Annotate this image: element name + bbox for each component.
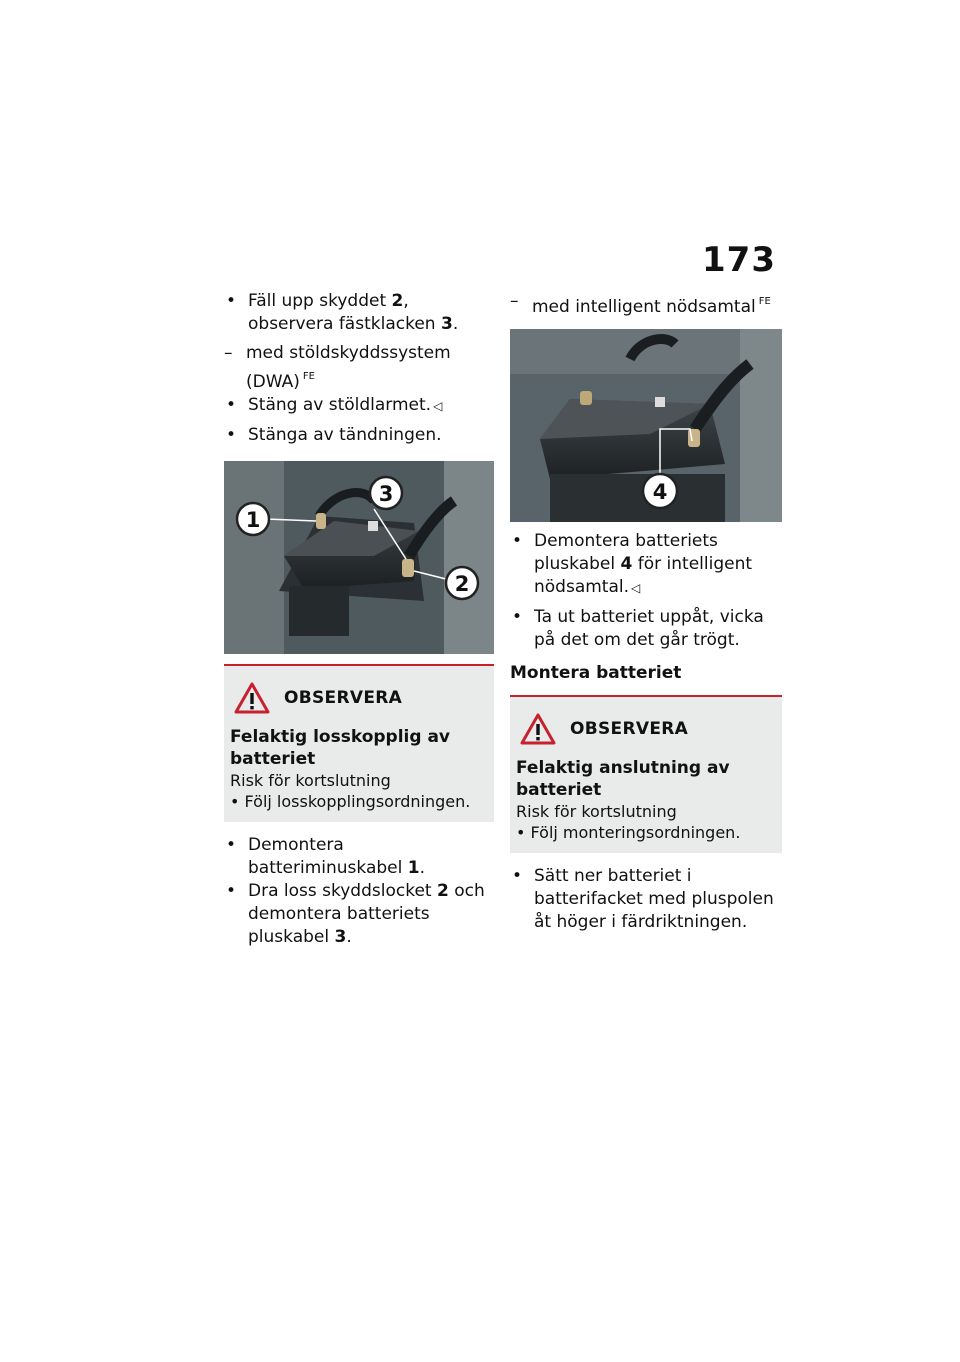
callout-3: 3 [378,482,394,506]
step-remove-emergency-cable: • Demontera batteriets pluskabel 4 för intelligent nödsamtal. ◁ [512,531,753,597]
step-remove-plus-cable: • Dra loss skyddslocket 2 och demontera batteriets pluskabel 3. [226,881,485,947]
step-text: Fäll upp skyddet [248,291,392,311]
step-remove-minus-cable: • Demontera batteriminuskabel 1. [226,835,425,878]
notice-subject: Felaktig anslutning av batteriet [516,758,730,800]
condition-emergency-call: – med intelligent nödsamtal $^{FE}$ [510,291,771,317]
notice-action: • Följ monteringsordningen. [516,823,741,842]
battery-photo-2 [510,329,782,522]
notice-title: OBSERVERA [284,687,403,708]
notice-connect [510,695,782,853]
end-mark-icon: ◁ [631,581,641,595]
battery-photo-1 [224,461,494,654]
callout-2: 2 [454,572,470,596]
section-heading: Montera batteriet [510,663,682,683]
fe-mark: FE [758,296,771,307]
notice-risk: Risk för kortslutning [516,802,677,821]
notice-disconnect [224,664,494,822]
left-column [224,290,494,955]
notice-risk: Risk för kortslutning [230,771,391,790]
fe-mark: FE [302,371,315,382]
warning-triangle-icon [520,713,556,745]
condition-dwa: – med stöldskyddssystem (DWA) $^{FE}$ [224,343,451,392]
step-ignition-off: • Stänga av tändningen. [226,425,442,445]
page-number: 173 [702,240,776,280]
callout-1: 1 [245,508,261,532]
end-mark-icon: ◁ [433,399,443,413]
warning-triangle-icon [234,682,270,714]
callout-4: 4 [652,480,668,504]
notice-subject: Felaktig losskopplig av batteriet [230,727,451,769]
step-fold-up-cover: • Fäll upp skyddet 2, observera fästklacken 3. [226,291,459,334]
right-column [510,290,782,940]
step-insert-battery: • Sätt ner batteriet i batterifacket med pluspolen åt höger i färdriktningen. [512,866,774,932]
step-alarm-off: • Stäng av stöldlarmet. ◁ [226,395,443,415]
notice-action: • Följ losskopplingsordningen. [230,792,471,811]
step-lift-battery: • Ta ut batteriet uppåt, vicka på det om det går trögt. [512,607,764,650]
notice-title: OBSERVERA [570,718,689,739]
